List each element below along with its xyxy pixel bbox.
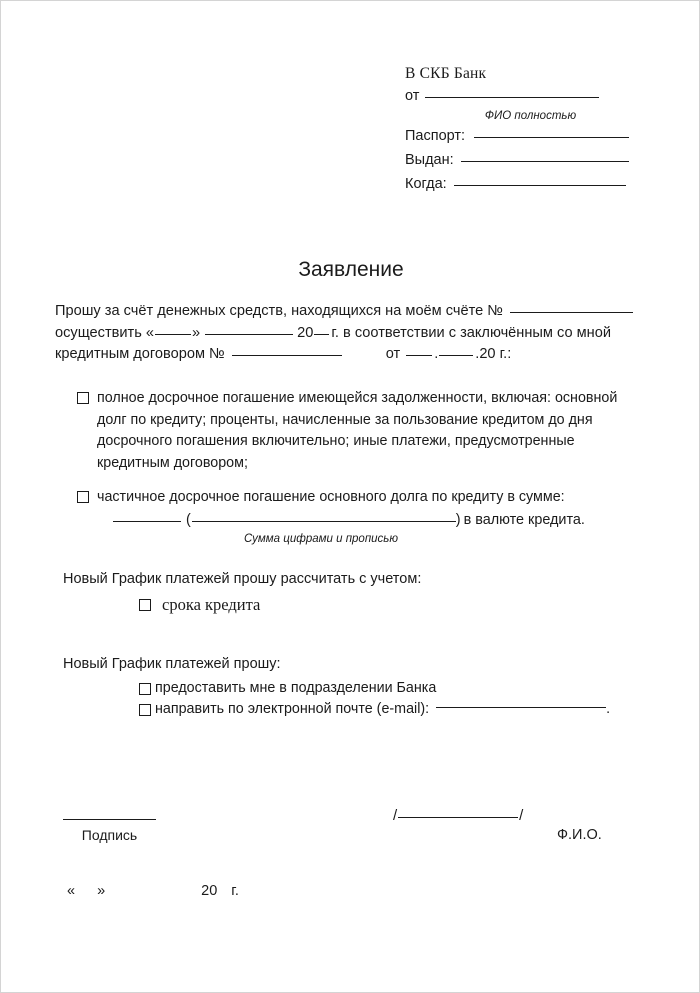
fio-signature-row (393, 807, 523, 824)
contract-number-line[interactable] (232, 355, 342, 356)
addressee-header (405, 63, 645, 196)
option-partial-repayment-label: частичное досрочное погашение основного долга по кредиту в сумме: (97, 489, 565, 505)
option-email-delivery[interactable] (139, 699, 610, 720)
checkbox-email-delivery-icon[interactable] (139, 704, 151, 716)
date-quote-open: « (67, 883, 76, 899)
date-quote-close: » (97, 883, 106, 899)
intro-line-2-text-a: осуществить « (55, 324, 155, 341)
bank-name: В СКБ Банк (405, 65, 487, 82)
sum-amount-row (113, 512, 643, 528)
from-row (405, 84, 645, 108)
when-input-line[interactable] (454, 185, 626, 186)
intro-line-3-text-d: .20 г.: (475, 346, 512, 362)
fio-slash-close: / (519, 807, 524, 824)
schedule-delivery-options (139, 678, 610, 720)
passport-row (405, 124, 645, 148)
intro-line-2-text-d: г. в соответствии с заключённым со мной (331, 324, 611, 341)
contract-month-line[interactable] (439, 355, 473, 356)
option-loan-term-label: срока кредита (162, 595, 261, 614)
intro-line-1 (55, 301, 645, 323)
fio-caption: ФИО полностью (484, 110, 577, 122)
signature-line[interactable] (63, 819, 156, 820)
option-loan-term[interactable] (139, 594, 421, 616)
issued-label: Выдан: (405, 152, 454, 168)
intro-line-2-text-c: 20 (297, 324, 314, 341)
year-input-line[interactable] (314, 334, 329, 335)
intro-line-3 (55, 344, 645, 366)
email-line-period: . (606, 701, 611, 717)
from-input-line[interactable] (425, 97, 599, 98)
page-title: Заявление (298, 258, 404, 281)
intro-line-2-text-b: » (192, 324, 201, 341)
fio-slash-open: / (393, 807, 398, 824)
intro-line-3-text-a: кредитным договором № (55, 346, 225, 362)
email-input-line[interactable] (436, 707, 606, 708)
fio-label: Ф.И.О. (557, 827, 602, 843)
checkbox-branch-delivery-icon[interactable] (139, 683, 151, 695)
option-partial-repayment[interactable] (77, 487, 637, 509)
option-branch-delivery-label: предоставить мне в подразделении Банка (155, 680, 437, 696)
account-number-line[interactable] (510, 312, 633, 313)
intro-line-1-text: Прошу за счёт денежных средств, находящихся на моём счёте № (55, 303, 503, 319)
option-email-delivery-label: направить по электронной почте (e-mail): (155, 701, 430, 717)
date-footer (67, 883, 239, 899)
when-row (405, 172, 645, 196)
schedule-calc-heading: Новый График платежей прошу рассчитать с учетом: (63, 571, 422, 587)
checkbox-full-early-repayment-icon[interactable] (77, 392, 89, 404)
issued-row (405, 148, 645, 172)
sum-open-paren: ( (186, 512, 191, 528)
schedule-calc-block (63, 568, 421, 616)
intro-paragraph (55, 301, 645, 366)
option-full-repayment[interactable] (77, 388, 637, 474)
signature-label: Подпись (81, 827, 138, 843)
intro-line-2 (55, 323, 645, 345)
option-full-repayment-label: полное досрочное погашение имеющейся задолженности, включая: основной долг по кредиту; проценты, начисленные за пользование кредитом до дня досрочного погашения включительно; иные платежи, предусмотренные кредитным договором; (97, 390, 618, 471)
sum-caption: Сумма цифрами и прописью (243, 533, 398, 545)
contract-day-line[interactable] (406, 355, 432, 356)
issued-input-line[interactable] (461, 161, 629, 162)
passport-input-line[interactable] (474, 137, 629, 138)
schedule-delivery-heading: Новый График платежей прошу: (63, 656, 281, 672)
sum-words-line[interactable] (192, 521, 456, 522)
sum-digits-line[interactable] (113, 521, 181, 522)
checkbox-partial-early-repayment-icon[interactable] (77, 491, 89, 503)
intro-line-3-text-b: от (385, 346, 401, 362)
sum-close-paren: ) (455, 512, 461, 528)
option-branch-delivery[interactable] (139, 678, 610, 699)
day-input-line[interactable] (155, 334, 191, 335)
fio-input-line[interactable] (398, 817, 518, 818)
repayment-options (77, 388, 637, 522)
intro-line-3-text-c: . (434, 346, 439, 362)
month-input-line[interactable] (205, 334, 293, 335)
when-label: Когда: (405, 176, 447, 192)
sum-currency-label: в валюте кредита. (463, 512, 585, 528)
checkbox-loan-term-icon[interactable] (139, 599, 151, 611)
date-year-prefix: 20 (201, 883, 218, 899)
passport-label: Паспорт: (405, 128, 466, 144)
schedule-delivery-block (63, 653, 610, 720)
date-year-suffix: г. (231, 883, 239, 899)
from-label: от (405, 88, 420, 104)
